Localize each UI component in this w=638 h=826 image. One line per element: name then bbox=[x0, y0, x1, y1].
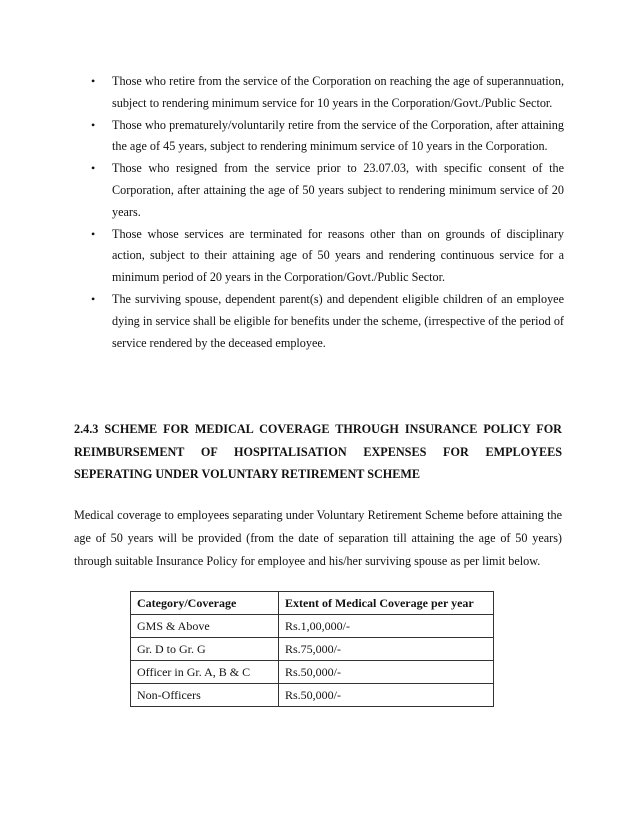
bullet-text: Those who retire from the service of the Corporation on reaching the age of superannuation, subject to rendering minimum service for 10 years in the Corporation/Govt./Public Sector. bbox=[112, 74, 564, 110]
table-cell-coverage: Rs.50,000/- bbox=[279, 684, 494, 707]
table-header-cell: Category/Coverage bbox=[131, 592, 279, 615]
bullet-item bbox=[74, 71, 564, 115]
table-header-cell: Extent of Medical Coverage per year bbox=[279, 592, 494, 615]
table-header-row bbox=[131, 592, 494, 615]
bullet-icon: • bbox=[91, 74, 96, 88]
table-cell-category: Non-Officers bbox=[131, 684, 279, 707]
bullet-text: Those who prematurely/voluntarily retire from the service of the Corporation, after attaining the age of 45 years, subject to rendering minimum service of 10 years in the Corporation. bbox=[112, 117, 564, 154]
bullet-item bbox=[74, 289, 564, 354]
table-cell-coverage: Rs.75,000/- bbox=[279, 638, 494, 661]
bullet-text: The surviving spouse, dependent parent(s) and dependent eligible children of an employee dying in service shall be eligible for benefits under the scheme, (irrespective of the period of service rendered by the deceased employee. bbox=[112, 291, 564, 350]
bullet-icon: • bbox=[91, 117, 96, 132]
medical-coverage-table bbox=[130, 591, 494, 707]
table-cell-coverage: Rs.50,000/- bbox=[279, 661, 494, 684]
section-paragraph: Medical coverage to employees separating under Voluntary Retirement Scheme before attaining the age of 50 years will be provided (from the date of separation till attaining the age of 50 years) through suitable Insurance Policy for employee and his/her surviving spouse as per limit below. bbox=[74, 508, 562, 568]
bullet-item bbox=[74, 158, 564, 223]
bullet-icon: • bbox=[91, 291, 96, 306]
bullet-text: Those who resigned from the service prior to 23.07.03, with specific consent of the Corporation, after attaining the age of 50 years subject to rendering minimum service of 20 years. bbox=[112, 161, 564, 219]
section-heading-line: REIMBURSEMENT OF HOSPITALISATION EXPENSES FOR EMPLOYEES bbox=[74, 444, 562, 459]
table-row bbox=[131, 615, 494, 638]
table-row bbox=[131, 638, 494, 661]
section-heading bbox=[74, 418, 562, 486]
section-heading-line: 2.4.3 SCHEME FOR MEDICAL COVERAGE THROUGH INSURANCE POLICY FOR bbox=[74, 422, 562, 436]
bullet-icon: • bbox=[91, 226, 96, 241]
table-cell-category: GMS & Above bbox=[131, 615, 279, 638]
eligibility-bullet-list bbox=[74, 71, 564, 354]
bullet-icon: • bbox=[91, 161, 96, 176]
section-heading-line: SEPERATING UNDER VOLUNTARY RETIREMENT SCHEME bbox=[74, 467, 421, 481]
bullet-text: Those whose services are terminated for reasons other than on grounds of disciplinary action, subject to their attaining age of 50 years and rendering continuous service for a minimum period of 20 years in the Corporation/Govt./Public Sector. bbox=[112, 226, 564, 285]
bullet-item bbox=[74, 115, 564, 159]
bullet-item bbox=[74, 224, 564, 289]
table-cell-category: Gr. D to Gr. G bbox=[131, 638, 279, 661]
table-row bbox=[131, 661, 494, 684]
table-cell-category: Officer in Gr. A, B & C bbox=[131, 661, 279, 684]
table-cell-coverage: Rs.1,00,000/- bbox=[279, 615, 494, 638]
table-row bbox=[131, 684, 494, 707]
